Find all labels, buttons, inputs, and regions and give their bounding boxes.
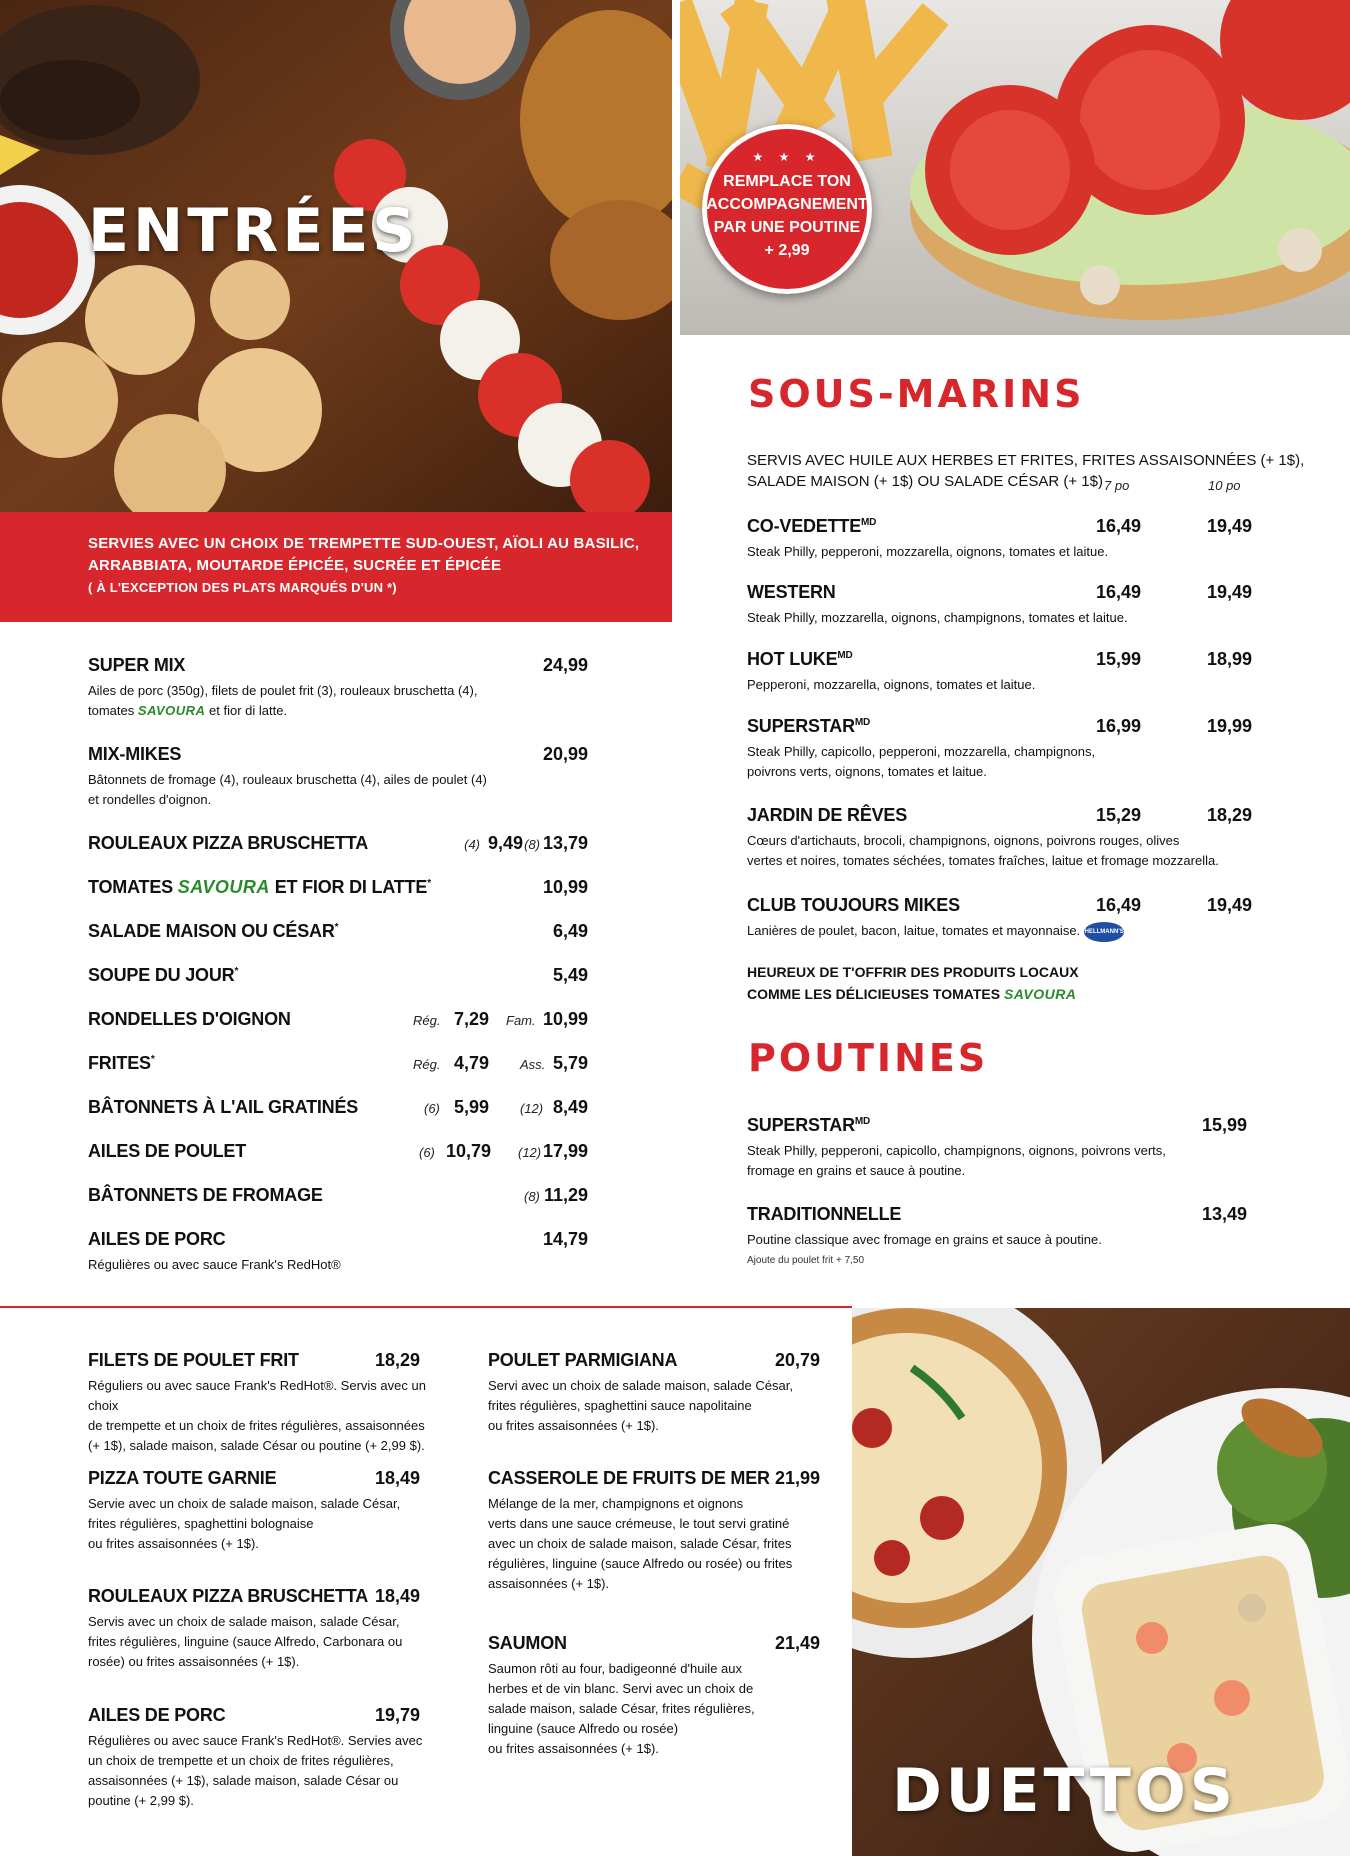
item-name: FILETS DE POULET FRIT (88, 1350, 299, 1370)
item-name: BÂTONNETS DE FROMAGE (88, 1185, 323, 1205)
item-description (747, 1141, 1307, 1181)
item-description-line: assaisonnées (+ 1$). (488, 1576, 610, 1591)
list-item (88, 1229, 588, 1279)
item-price: 18,49 (374, 1586, 420, 1606)
item-price-2: 17,99 (542, 1141, 588, 1161)
item-price-7po: 16,49 (1096, 516, 1142, 536)
item-price-10po: 19,49 (1207, 895, 1253, 915)
poutine-upgrade-badge (702, 124, 872, 294)
list-item (488, 1350, 820, 1460)
item-qty-2: Fam. (506, 1013, 536, 1028)
item-description-line: avec un choix de salade maison, salade César, frites (488, 1536, 792, 1551)
item-qty-2: (12) (520, 1101, 544, 1116)
list-item (747, 582, 1253, 632)
item-qty-1: Rég. (413, 1013, 441, 1028)
entrees-intro-line-2: ARRABBIATA, MOUTARDE ÉPICÉE, SUCRÉE ET ÉPICÉE (88, 557, 502, 574)
sous-marin-photo (680, 0, 1350, 335)
item-price: 21,99 (774, 1468, 820, 1488)
list-item (88, 1141, 588, 1167)
item-price-10po: 19,49 (1207, 516, 1253, 536)
intro-line: SALADE MAISON (+ 1$) OU SALADE CÉSAR (+ 1$) (747, 473, 1103, 490)
item-price: 21,49 (774, 1633, 820, 1653)
item-name: FRITES* (88, 1053, 155, 1073)
item-description-line: rosée) ou frites assaisonnées (+ 1$). (88, 1654, 300, 1669)
list-item (747, 1204, 1247, 1274)
item-description-line: Régulières ou avec sauce Frank's RedHot®. Servies avec (88, 1733, 423, 1748)
item-name: BÂTONNETS À L'AIL GRATINÉS (88, 1097, 359, 1117)
item-description-line: frites régulières, linguine (sauce Alfredo, Carbonara ou (88, 1634, 403, 1649)
list-item (88, 744, 588, 814)
item-description-line: et rondelles d'oignon. (88, 792, 212, 807)
item-price: 20,99 (542, 744, 588, 764)
item-price: 13,49 (1201, 1204, 1247, 1224)
list-item (88, 833, 588, 859)
item-description-line: verts dans une sauce crémeuse, le tout servi gratiné (488, 1516, 790, 1531)
item-price-2: 13,79 (542, 833, 588, 853)
item-description (88, 1612, 448, 1672)
duettos-photo (852, 1308, 1350, 1856)
local-line: COMME LES DÉLICIEUSES TOMATES SAVOURA (747, 986, 1077, 1002)
entrees-intro-line-1: SERVIES AVEC UN CHOIX DE TREMPETTE SUD-OUEST, AÏOLI AU BASILIC, (88, 535, 640, 552)
item-name: AILES DE POULET (88, 1141, 247, 1161)
item-name: JARDIN DE RÊVES (747, 805, 908, 825)
item-description (88, 1376, 448, 1456)
item-description-line: Servie avec un choix de salade maison, salade César, (88, 1496, 401, 1511)
item-description-line: Servi avec un choix de salade maison, salade César, (488, 1378, 793, 1393)
entrees-intro-line-3: ( À L'EXCEPTION DES PLATS MARQUÉS D'UN *) (88, 580, 397, 595)
item-description-line: Servis avec un choix de salade maison, salade César, (88, 1614, 400, 1629)
item-price-2: 11,29 (543, 1185, 588, 1205)
hellmanns-logo: HELLMANN'S (1084, 922, 1124, 942)
item-price-7po: 16,49 (1096, 582, 1142, 602)
list-item (88, 1586, 420, 1696)
item-description-line: assaisonnées (+ 1$), salade maison, salade César ou (88, 1773, 399, 1788)
item-description (747, 742, 1095, 782)
item-description-line: salade maison, salade César, frites régulières, (488, 1701, 755, 1716)
item-description-line: herbes et de vin blanc. Servi avec un choix de (488, 1681, 754, 1696)
list-item (88, 1350, 426, 1460)
item-description-line: ou frites assaisonnées (+ 1$). (88, 1536, 259, 1551)
item-price-2: 10,99 (542, 1009, 588, 1029)
item-name: CLUB TOUJOURS MIKES (747, 895, 960, 915)
list-item (88, 1185, 588, 1211)
item-description (488, 1659, 828, 1759)
entrees-photo (0, 0, 672, 512)
item-name: RONDELLES D'OIGNON (88, 1009, 291, 1029)
item-name: ROULEAUX PIZZA BRUSCHETTA (88, 1586, 368, 1606)
item-price-2: 5,79 (552, 1053, 588, 1073)
list-item (488, 1468, 820, 1618)
item-name: AILES DE PORC (88, 1229, 226, 1249)
item-description-line: ou frites assaisonnées (+ 1$). (488, 1741, 659, 1756)
item-qty-2: (8) (524, 837, 540, 852)
item-name: SUPER MIX (88, 655, 186, 675)
item-description-line: Réguliers ou avec sauce Frank's RedHot®. Servis avec un choix (88, 1378, 426, 1413)
sous-marins-title: SOUS-MARINS (748, 372, 1085, 416)
item-price-2: 8,49 (552, 1097, 588, 1117)
item-description-line: Cœurs d'artichauts, brocoli, champignons, oignons, poivrons rouges, olives (747, 833, 1180, 848)
item-price: 24,99 (542, 655, 588, 675)
item-qty-2: (8) (524, 1189, 540, 1204)
item-price-1: 7,29 (454, 1009, 490, 1029)
item-price: 15,99 (1201, 1115, 1247, 1135)
item-name: WESTERN (747, 582, 836, 602)
list-item (747, 805, 1253, 875)
item-price-1: 5,99 (454, 1097, 490, 1117)
item-description (488, 1376, 828, 1436)
item-name: TRADITIONNELLE (747, 1204, 902, 1224)
item-description-line: fromage en grains et sauce à poutine. (747, 1163, 966, 1178)
item-price: 18,29 (374, 1350, 420, 1370)
item-name: ROULEAUX PIZZA BRUSCHETTA (88, 833, 368, 853)
list-item (747, 1115, 1247, 1185)
poutines-title: POUTINES (748, 1036, 989, 1080)
item-description: Steak Philly, pepperoni, mozzarella, oignons, tomates et laitue. (747, 544, 1109, 559)
item-description-line: Mélange de la mer, champignons et oignons (488, 1496, 744, 1511)
list-item (488, 1633, 820, 1783)
item-qty-1: (4) (464, 837, 480, 852)
item-qty-1: (6) (424, 1101, 440, 1116)
item-price-10po: 19,49 (1207, 582, 1253, 602)
local-line: HEUREUX DE T'OFFRIR DES PRODUITS LOCAUX (747, 964, 1079, 980)
item-description (88, 681, 568, 721)
list-item (88, 1097, 588, 1123)
item-price-10po: 19,99 (1207, 716, 1253, 736)
item-description-line: poivrons verts, oignons, tomates et laitue. (747, 764, 987, 779)
item-name: AILES DE PORC (88, 1705, 226, 1725)
item-description-line: un choix de trempette et un choix de frites régulières, (88, 1753, 394, 1768)
item-price: 10,99 (542, 877, 588, 897)
local-products-note (747, 961, 1079, 1005)
item-price-7po: 15,29 (1096, 805, 1142, 825)
list-item (88, 965, 588, 991)
item-description: Poutine classique avec fromage en grains et sauce à poutine. (747, 1232, 1102, 1247)
item-description-line: poutine (+ 2,99 $). (88, 1793, 194, 1808)
item-description (747, 831, 1307, 871)
list-item (88, 921, 588, 947)
item-qty-2: Ass. (520, 1057, 546, 1072)
item-description-line: frites régulières, spaghettini bolognaise (88, 1516, 314, 1531)
stars-icon: ★ ★ ★ (752, 150, 822, 164)
item-description: Pepperoni, mozzarella, oignons, tomates et laitue. (747, 677, 1036, 692)
list-item (747, 895, 1253, 945)
item-description-line: Steak Philly, capicollo, pepperoni, mozzarella, champignons, (747, 744, 1096, 759)
item-note: Ajoute du poulet frit + 7,50 (747, 1255, 865, 1266)
list-item (747, 716, 1253, 786)
item-name: $CO-VEDETTE^{MD}$ (747, 516, 877, 536)
item-price: 20,79 (774, 1350, 820, 1370)
item-qty-1: (6) (419, 1145, 435, 1160)
list-item (88, 1468, 420, 1578)
item-price-1: 9,49 (488, 833, 524, 853)
item-description-line: frites régulières, spaghettini sauce napolitaine (488, 1398, 752, 1413)
list-item (88, 1705, 423, 1835)
size-label-10po: 10 po (1208, 478, 1241, 493)
savoura-logo: SAVOURA (137, 703, 206, 718)
item-price-7po: 16,49 (1096, 895, 1142, 915)
item-price-7po: 15,99 (1096, 649, 1142, 669)
item-price: 6,49 (552, 921, 588, 941)
item-description-line: Ailes de porc (350g), filets de poulet frit (3), rouleaux bruschetta (4), (88, 683, 478, 698)
item-name: MIX-MIKES (88, 744, 182, 764)
badge-text: REMPLACE TON ACCOMPAGNEMENT PAR UNE POUTINE + 2,99 (706, 173, 868, 259)
intro-line: SERVIS AVEC HUILE AUX HERBES ET FRITES, FRITES ASSAISONNÉES (+ 1$), (747, 452, 1305, 469)
item-price: 19,79 (374, 1705, 420, 1725)
item-name: PIZZA TOUTE GARNIE (88, 1468, 277, 1488)
section-divider (0, 1306, 852, 1308)
item-description-line: tomates SAVOURA et fior di latte. (88, 703, 288, 718)
item-name: POULET PARMIGIANA (488, 1350, 678, 1370)
item-name: TOMATES SAVOURA ET FIOR DI LATTE* (88, 877, 431, 897)
item-description-line: ou frites assaisonnées (+ 1$). (488, 1418, 659, 1433)
item-description: Régulières ou avec sauce Frank's RedHot® (88, 1257, 341, 1272)
list-item (88, 655, 588, 725)
savoura-logo: SAVOURA (177, 877, 270, 897)
item-qty-1: Rég. (413, 1057, 441, 1072)
item-description: Steak Philly, mozzarella, oignons, champignons, tomates et laitue. (747, 610, 1128, 625)
item-name: HOT $LUKE^{MD}$ (747, 649, 853, 669)
item-description-line: linguine (sauce Alfredo ou rosée) (488, 1721, 679, 1736)
item-name: CASSEROLE DE FRUITS DE MER (488, 1468, 770, 1488)
list-item (747, 516, 1253, 566)
item-price: 5,49 (552, 965, 588, 985)
item-name: $SUPERSTAR^{MD}$ (747, 716, 871, 736)
list-item (88, 877, 588, 903)
item-price-7po: 16,99 (1096, 716, 1142, 736)
item-description-line: (+ 1$), salade maison, salade César ou poutine (+ 2,99 $). (88, 1438, 425, 1453)
item-description (88, 1494, 448, 1554)
item-description (488, 1494, 828, 1594)
size-label-7po: 7 po (1104, 478, 1130, 493)
item-name: SOUPE DU JOUR* (88, 965, 239, 985)
duettos-title: DUETTOS (892, 1756, 1237, 1826)
item-name: SALADE MAISON OU CÉSAR* (88, 921, 339, 941)
item-description-line: de trempette et un choix de frites régulières, assaisonnées (88, 1418, 425, 1433)
item-qty-2: (12) (518, 1145, 542, 1160)
list-item (88, 1053, 588, 1079)
item-description (88, 1731, 448, 1811)
item-description-line: vertes et noires, tomates séchées, tomates fraîches, laitue et fromage mozzarella. (747, 853, 1219, 868)
item-name: SAUMON (488, 1633, 567, 1653)
item-description-line: Bâtonnets de fromage (4), rouleaux bruschetta (4), ailes de poulet (4) (88, 772, 487, 787)
item-price-1: 10,79 (446, 1141, 492, 1161)
list-item (88, 1009, 588, 1035)
item-description-line: Saumon rôti au four, badigeonné d'huile aux (488, 1661, 743, 1676)
item-description-line: Steak Philly, pepperoni, capicollo, champignons, oignons, poivrons verts, (747, 1143, 1166, 1158)
item-description-line: régulières, linguine (sauce Alfredo ou rosée) ou frites (488, 1556, 793, 1571)
item-price-10po: 18,99 (1207, 649, 1253, 669)
savoura-logo: SAVOURA (1003, 986, 1077, 1002)
item-price-1: 4,79 (454, 1053, 490, 1073)
entrees-title: ENTRÉES (88, 196, 420, 266)
item-name: $SUPERSTAR^{MD}$ (747, 1115, 871, 1135)
list-item (747, 649, 1253, 699)
item-price-10po: 18,29 (1207, 805, 1253, 825)
item-price: 18,49 (374, 1468, 420, 1488)
item-price: 14,79 (542, 1229, 588, 1249)
entrees-intro-band (0, 512, 672, 622)
item-description (88, 770, 568, 810)
item-description: Lanières de poulet, bacon, laitue, tomates et mayonnaise. HELLMANN'S (747, 921, 1124, 942)
